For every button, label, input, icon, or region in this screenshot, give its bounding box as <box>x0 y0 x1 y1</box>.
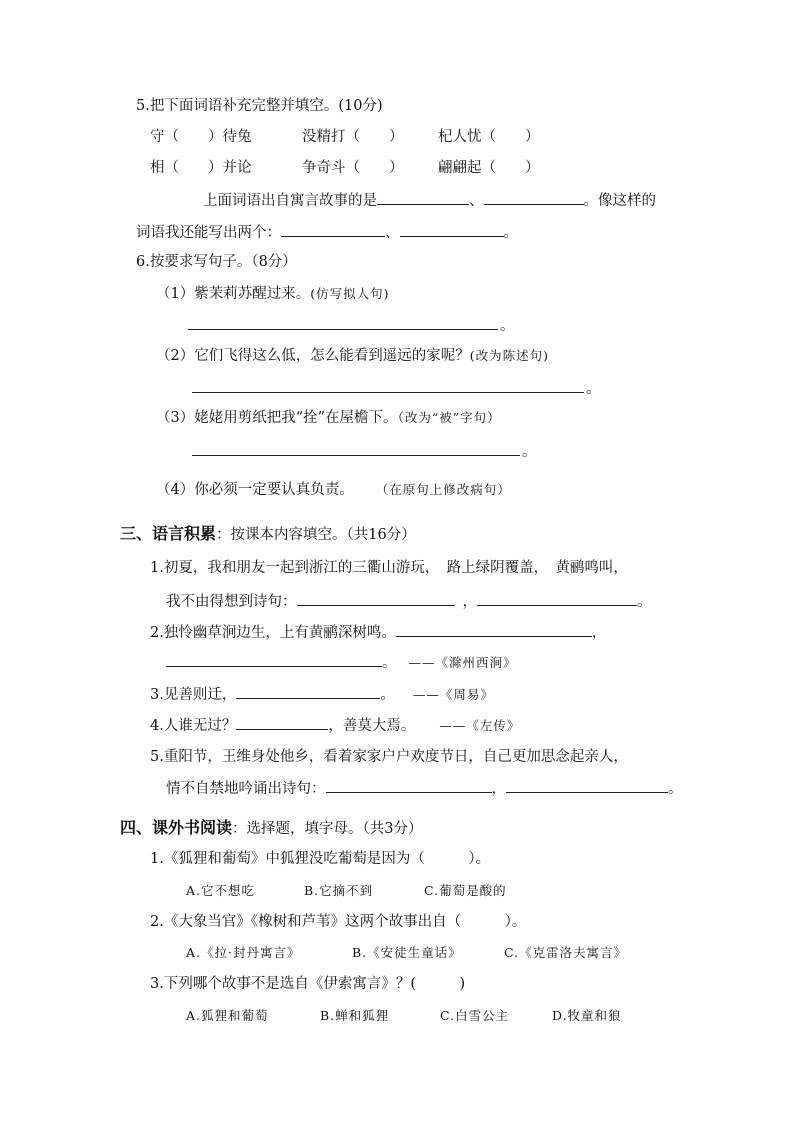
answer-blank[interactable] <box>377 190 469 205</box>
sec4-q1: 1.《狐狸和葡萄》中狐狸没吃葡萄是因为（ ）。 <box>150 851 491 867</box>
comma: ， <box>491 781 506 797</box>
comma: ， <box>591 625 607 641</box>
q6-sentence4 <box>156 480 511 500</box>
answer-blank[interactable] <box>326 778 492 793</box>
period: 。 <box>382 655 397 671</box>
answer-blank[interactable] <box>484 190 584 205</box>
sec3-q3-text: 3.见善则迁， <box>150 687 237 703</box>
sec3-q5-line1: 5.重阳节，王维身处他乡，看着家家户户欢度节日，自己更加思念起亲人， <box>150 749 628 765</box>
q6-sentence4-note: （在原句上修改病句） <box>375 482 511 497</box>
q6-title: 6.按要求写句子。（8分） <box>136 254 297 270</box>
section3-heading <box>120 524 416 545</box>
sec4-q2: 2.《大象当官》《橡树和芦苇》这两个故事出自（ ）。 <box>150 914 527 930</box>
period: 。 <box>586 381 601 397</box>
section4-instruction: ：选择题，填字母。（共3分） <box>232 821 423 837</box>
q6-sentence1-text: （1）紫茉莉苏醒过来。 <box>156 286 311 302</box>
q5-row1-item1: 守（ ）待兔 <box>150 129 252 145</box>
sec4-q2-option-b[interactable]: B.《安徒生童话》 <box>352 945 462 960</box>
sec4-q3-option-d[interactable]: D.牧童和狼 <box>552 1008 622 1023</box>
separator: 、 <box>469 193 484 209</box>
period: 。 <box>522 444 537 460</box>
q5-fill-line1 <box>203 190 656 211</box>
answer-blank[interactable] <box>400 222 504 237</box>
sec3-q4-source: ——《左传》 <box>439 718 521 733</box>
q6-sentence2-text: （2）它们飞得这么低，怎么能看到遥远的家呢？ <box>156 348 470 364</box>
sec3-q4 <box>150 715 520 736</box>
answer-line[interactable] <box>192 392 584 393</box>
sec3-q1-line1: 1.初夏，我和朋友一起到浙江的三衢山游玩， 路上绿阴覆盖， 黄鹂鸣叫， <box>150 560 628 576</box>
answer-line[interactable] <box>192 455 520 456</box>
sec3-q3-source: ——《周易》 <box>412 687 494 702</box>
sec4-q1-option-a[interactable]: A.它不想吃 <box>186 883 256 898</box>
section3-title: 三、语言积累 <box>120 524 217 543</box>
sec3-q2-line2 <box>166 652 517 673</box>
section4-title: 四、课外书阅读 <box>120 818 233 837</box>
sec4-q1-option-b[interactable]: B.它摘不到 <box>304 883 374 898</box>
answer-line[interactable] <box>188 329 498 330</box>
period: 。 <box>637 594 652 610</box>
q5-row2-item1: 相（ ）并论 <box>150 160 252 176</box>
q5-fill-line2 <box>136 222 518 243</box>
answer-blank[interactable] <box>166 652 382 667</box>
sec4-q1-option-c[interactable]: C.葡萄是酸的 <box>424 883 507 898</box>
period: 。 <box>380 687 395 703</box>
sec3-q1-line2 <box>166 591 652 612</box>
q6-sentence3 <box>156 408 501 428</box>
period: 。 <box>500 318 515 334</box>
q5-row1-item3: 杞人忧（ ） <box>438 129 540 145</box>
period: 。 <box>668 781 683 797</box>
answer-blank[interactable] <box>236 684 380 699</box>
answer-blank[interactable] <box>396 622 592 637</box>
q6-sentence1-note: (仿写拟人句) <box>310 286 390 301</box>
q5-title: 5.把下面词语补充完整并填空。(10分) <box>136 98 383 114</box>
sec3-q5-prompt: 情不自禁地吟诵出诗句： <box>166 781 326 797</box>
section4-heading <box>120 818 423 839</box>
q5-fill-text2: 。像这样的 <box>583 193 656 209</box>
sec4-q3-option-a[interactable]: A.狐狸和葡萄 <box>186 1008 269 1023</box>
sec4-q2-option-a[interactable]: A.《拉·封丹寓言》 <box>186 945 301 960</box>
sec4-q3: 3.下列哪个故事不是选自《伊索寓言》？( ) <box>150 976 466 992</box>
answer-blank[interactable] <box>477 591 637 606</box>
q5-row1-item2: 没精打（ ） <box>302 129 404 145</box>
answer-blank[interactable] <box>297 591 455 606</box>
q6-sentence3-note: （改为“被”字句） <box>397 410 501 425</box>
sec4-q3-option-b[interactable]: B.蝉和狐狸 <box>320 1008 390 1023</box>
q6-sentence1 <box>156 284 390 304</box>
section3-instruction: ：按课本内容填空。（共16分） <box>216 527 416 543</box>
sec3-q4-text2: ，善莫大焉。 <box>328 718 416 734</box>
q5-row2-item2: 争奇斗（ ） <box>302 160 404 176</box>
q5-fill-text3: 词语我还能写出两个： <box>136 225 281 241</box>
sec3-q3 <box>150 684 494 705</box>
sec3-q5-line2 <box>166 778 683 799</box>
separator: 、 <box>385 225 400 241</box>
sec4-q2-option-c[interactable]: C.《克雷洛夫寓言》 <box>504 945 628 960</box>
sec3-q2-line1 <box>150 622 606 643</box>
answer-blank[interactable] <box>281 222 385 237</box>
sec4-q3-option-c[interactable]: C.白雪公主 <box>440 1008 510 1023</box>
q5-row2-item3: 翩翩起（ ） <box>438 160 540 176</box>
q6-sentence2-note: (改为陈述句) <box>469 348 549 363</box>
comma: ， <box>462 594 477 610</box>
answer-blank[interactable] <box>506 778 668 793</box>
sec3-q1-prompt: 我不由得想到诗句： <box>166 594 297 610</box>
period: 。 <box>503 225 518 241</box>
answer-blank[interactable] <box>236 715 328 730</box>
sec3-q4-text1: 4.人谁无过？ <box>150 718 237 734</box>
q5-fill-text1: 上面词语出自寓言故事的是 <box>203 193 377 209</box>
q6-sentence2 <box>156 346 549 366</box>
sec3-q2-source: ——《滁州西涧》 <box>408 655 517 670</box>
q6-sentence4-text: （4）你必须一定要认真负责。 <box>156 482 354 498</box>
q6-sentence3-text: （3）姥姥用剪纸把我“拴”在屋檐下。 <box>156 410 398 426</box>
sec3-q2-text: 2.独怜幽草涧边生，上有黄鹂深树鸣。 <box>150 625 396 641</box>
